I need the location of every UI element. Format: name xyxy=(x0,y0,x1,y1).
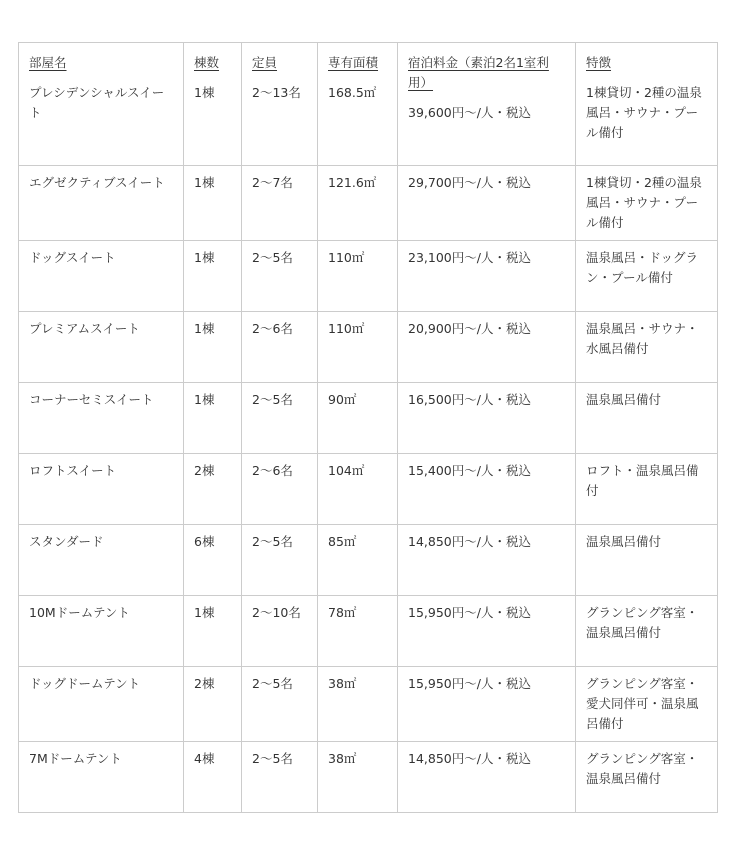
buildings-count: 1棟 xyxy=(194,85,215,100)
price-value: 14,850円〜/人・税込 xyxy=(398,742,576,813)
features-value: 1棟貸切・2種の温泉風呂・サウナ・プール備付 xyxy=(586,85,702,140)
room-table xyxy=(18,42,718,813)
price-value: 14,850円〜/人・税込 xyxy=(398,525,576,596)
buildings-count: 4棟 xyxy=(184,742,242,813)
buildings-count: 1棟 xyxy=(184,383,242,454)
area-value: 38㎡ xyxy=(318,667,398,742)
room-name: コーナーセミスイート xyxy=(19,383,184,454)
table-row xyxy=(19,454,718,525)
room-name: スタンダード xyxy=(19,525,184,596)
features-value: 温泉風呂・サウナ・水風呂備付 xyxy=(576,312,718,383)
room-cell xyxy=(19,43,184,166)
header-capacity: 定員 xyxy=(252,55,278,70)
price-value: 20,900円〜/人・税込 xyxy=(398,312,576,383)
features-value: グランピング客室・温泉風呂備付 xyxy=(576,742,718,813)
area-value: 110㎡ xyxy=(318,312,398,383)
features-cell xyxy=(576,43,718,166)
capacity-value: 2〜10名 xyxy=(242,596,318,667)
area-value: 78㎡ xyxy=(318,596,398,667)
area-value: 168.5㎡ xyxy=(328,85,377,100)
table-row xyxy=(19,596,718,667)
capacity-value: 2〜5名 xyxy=(242,383,318,454)
buildings-count: 1棟 xyxy=(184,312,242,383)
capacity-value: 2〜6名 xyxy=(242,312,318,383)
price-value: 15,950円〜/人・税込 xyxy=(398,667,576,742)
room-name: エグゼクティブスイート xyxy=(19,166,184,241)
capacity-value: 2〜7名 xyxy=(242,166,318,241)
price-value: 29,700円〜/人・税込 xyxy=(398,166,576,241)
table-row xyxy=(19,43,718,166)
room-name: プレミアムスイート xyxy=(19,312,184,383)
features-value: 温泉風呂備付 xyxy=(576,383,718,454)
area-value: 121.6㎡ xyxy=(318,166,398,241)
area-value: 85㎡ xyxy=(318,525,398,596)
features-value: ロフト・温泉風呂備付 xyxy=(576,454,718,525)
room-name: プレシデンシャルスイート xyxy=(29,85,165,120)
price-cell xyxy=(398,43,576,166)
capacity-value: 2〜5名 xyxy=(242,241,318,312)
price-value: 15,950円〜/人・税込 xyxy=(398,596,576,667)
buildings-count: 6棟 xyxy=(184,525,242,596)
area-value: 110㎡ xyxy=(318,241,398,312)
area-cell xyxy=(318,43,398,166)
table-row xyxy=(19,742,718,813)
capacity-value: 2〜5名 xyxy=(242,742,318,813)
buildings-cell xyxy=(184,43,242,166)
table-row xyxy=(19,383,718,454)
buildings-count: 2棟 xyxy=(184,667,242,742)
header-features: 特徴 xyxy=(586,55,612,70)
room-table-body xyxy=(19,43,718,813)
header-area: 専有面積 xyxy=(328,55,379,70)
room-name: ドッグドームテント xyxy=(19,667,184,742)
header-buildings: 棟数 xyxy=(194,55,220,70)
capacity-value: 2〜13名 xyxy=(252,85,301,100)
table-row xyxy=(19,667,718,742)
room-name: ロフトスイート xyxy=(19,454,184,525)
features-value: 温泉風呂・ドッグラン・プール備付 xyxy=(576,241,718,312)
area-value: 90㎡ xyxy=(318,383,398,454)
table-row xyxy=(19,525,718,596)
table-row xyxy=(19,312,718,383)
buildings-count: 1棟 xyxy=(184,241,242,312)
table-row xyxy=(19,166,718,241)
room-name: 7Mドームテント xyxy=(19,742,184,813)
capacity-cell xyxy=(242,43,318,166)
room-name: ドッグスイート xyxy=(19,241,184,312)
buildings-count: 1棟 xyxy=(184,166,242,241)
capacity-value: 2〜5名 xyxy=(242,525,318,596)
header-price: 宿泊料金（素泊2名1室利用） xyxy=(408,55,549,90)
header-room: 部屋名 xyxy=(29,55,67,70)
price-value: 15,400円〜/人・税込 xyxy=(398,454,576,525)
price-value: 16,500円〜/人・税込 xyxy=(398,383,576,454)
features-value: グランピング客室・温泉風呂備付 xyxy=(576,596,718,667)
capacity-value: 2〜5名 xyxy=(242,667,318,742)
features-value: 温泉風呂備付 xyxy=(576,525,718,596)
buildings-count: 1棟 xyxy=(184,596,242,667)
capacity-value: 2〜6名 xyxy=(242,454,318,525)
features-value: 1棟貸切・2種の温泉風呂・サウナ・プール備付 xyxy=(576,166,718,241)
table-row xyxy=(19,241,718,312)
price-value: 39,600円〜/人・税込 xyxy=(408,105,531,120)
room-name: 10Mドームテント xyxy=(19,596,184,667)
price-value: 23,100円〜/人・税込 xyxy=(398,241,576,312)
area-value: 104㎡ xyxy=(318,454,398,525)
features-value: グランピング客室・愛犬同伴可・温泉風呂備付 xyxy=(576,667,718,742)
buildings-count: 2棟 xyxy=(184,454,242,525)
area-value: 38㎡ xyxy=(318,742,398,813)
